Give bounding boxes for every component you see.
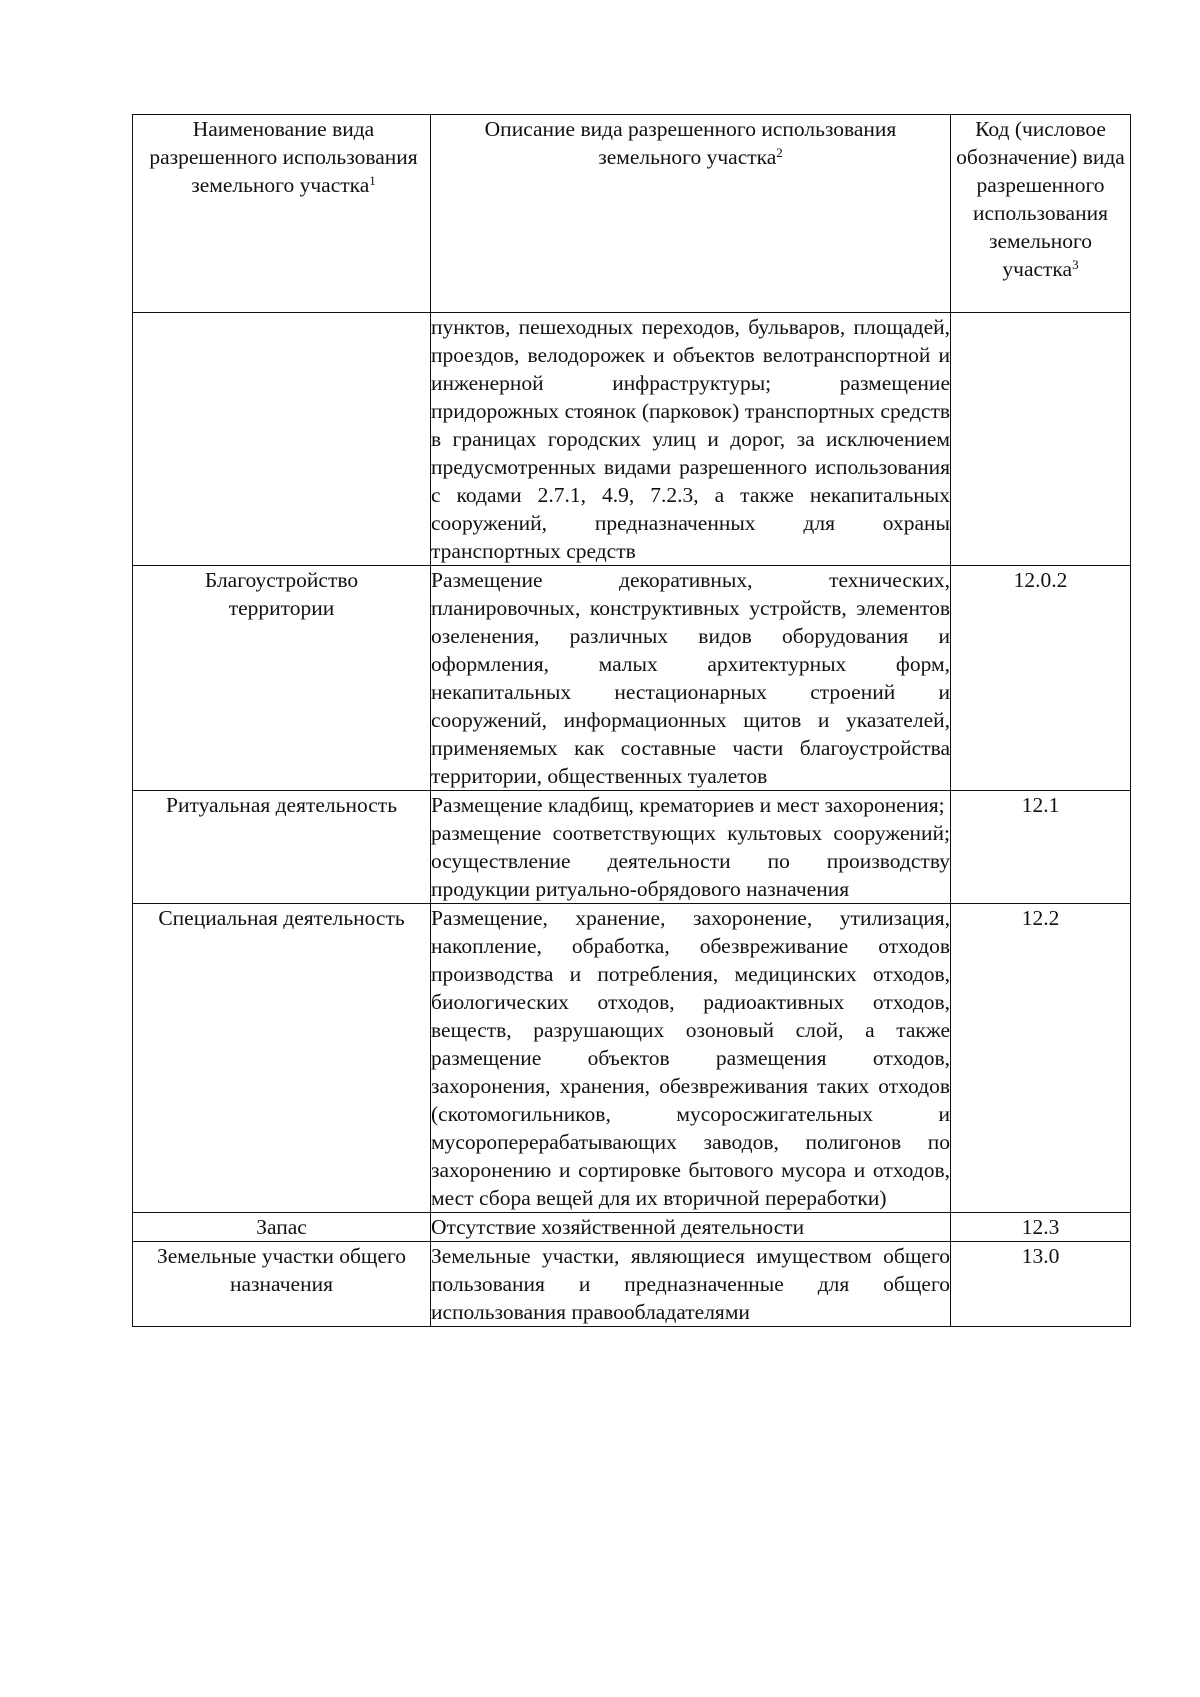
row-description [431, 791, 951, 904]
header-description-text: Описание вида разрешенного использования земельного участка [484, 117, 897, 169]
header-name-cell [133, 115, 431, 313]
row-description: пунктов, пешеходных переходов, бульваров, площадей, проездов, велодорожек и объектов велотранспортной и инженерной инфраструктуры; размещение придорожных стоянок (парковок) транспортных средств в границах городских улиц и дорог, за исключением предусмотренных видами разрешенного использования с кодами 2.7.1, 4.9, 7.2.3, а также некапитальных сооружений, предназначенных для охраны транспортных средств [431, 313, 951, 566]
row-description: Размещение декоративных, технических, планировочных, конструктивных устройств, элементов озеленения, различных видов оборудования и оформления, малых архитектурных форм, некапитальных нестационарных строений и сооружений, информационных щитов и указателей, применяемых как составные части благоустройства территории, общественных туалетов [431, 566, 951, 791]
row-name: Благоустройство территории [133, 566, 431, 791]
row-name: Ритуальная деятельность [133, 791, 431, 904]
table-row [133, 313, 1131, 566]
row-description: Размещение, хранение, захоронение, утилизация, накопление, обработка, обезвреживание отходов производства и потребления, медицинских отходов, биологических отходов, радиоактивных отходов, веществ, разрушающих озоновый слой, а также размещение объектов размещения отходов, захоронения, хранения, обезвреживания таких отходов (скотомогильников, мусоросжигательных и мусороперерабатывающих заводов, полигонов по захоронению и сортировке бытового мусора и отходов, мест сбора вещей для их вторичной переработки) [431, 904, 951, 1213]
row-description-line: Размещение кладбищ, крематориев и мест захоронения; [431, 793, 945, 817]
header-code-text: Код (числовое обозначение) вида разрешенного использования земельного участка [956, 117, 1125, 281]
row-description: Отсутствие хозяйственной деятельности [431, 1213, 951, 1242]
table-header-row [133, 115, 1131, 313]
header-code-cell [951, 115, 1131, 313]
row-description: Земельные участки, являющиеся имуществом общего пользования и предназначенные для общего использования правообладателями [431, 1242, 951, 1327]
row-name: Земельные участки общего назначения [133, 1242, 431, 1327]
row-name: Запас [133, 1213, 431, 1242]
row-code: 12.0.2 [951, 566, 1131, 791]
row-code: 12.2 [951, 904, 1131, 1213]
header-name-footnote: 1 [369, 173, 376, 188]
row-code: 12.1 [951, 791, 1131, 904]
table-row [133, 566, 1131, 791]
row-name [133, 313, 431, 566]
row-code: 13.0 [951, 1242, 1131, 1327]
header-code-footnote: 3 [1072, 257, 1079, 272]
header-description-cell [431, 115, 951, 313]
row-description-line: размещение соответствующих культовых сооружений; осуществление деятельности по производству продукции ритуально-обрядового назначения [431, 821, 950, 901]
table-row [133, 1242, 1131, 1327]
row-code: 12.3 [951, 1213, 1131, 1242]
table-row [133, 904, 1131, 1213]
land-use-table [132, 114, 1131, 1327]
header-name-text: Наименование вида разрешенного использования земельного участка [149, 117, 418, 197]
row-code [951, 313, 1131, 566]
table-row [133, 1213, 1131, 1242]
header-description-footnote: 2 [776, 145, 783, 160]
table-row [133, 791, 1131, 904]
row-name: Специальная деятельность [133, 904, 431, 1213]
